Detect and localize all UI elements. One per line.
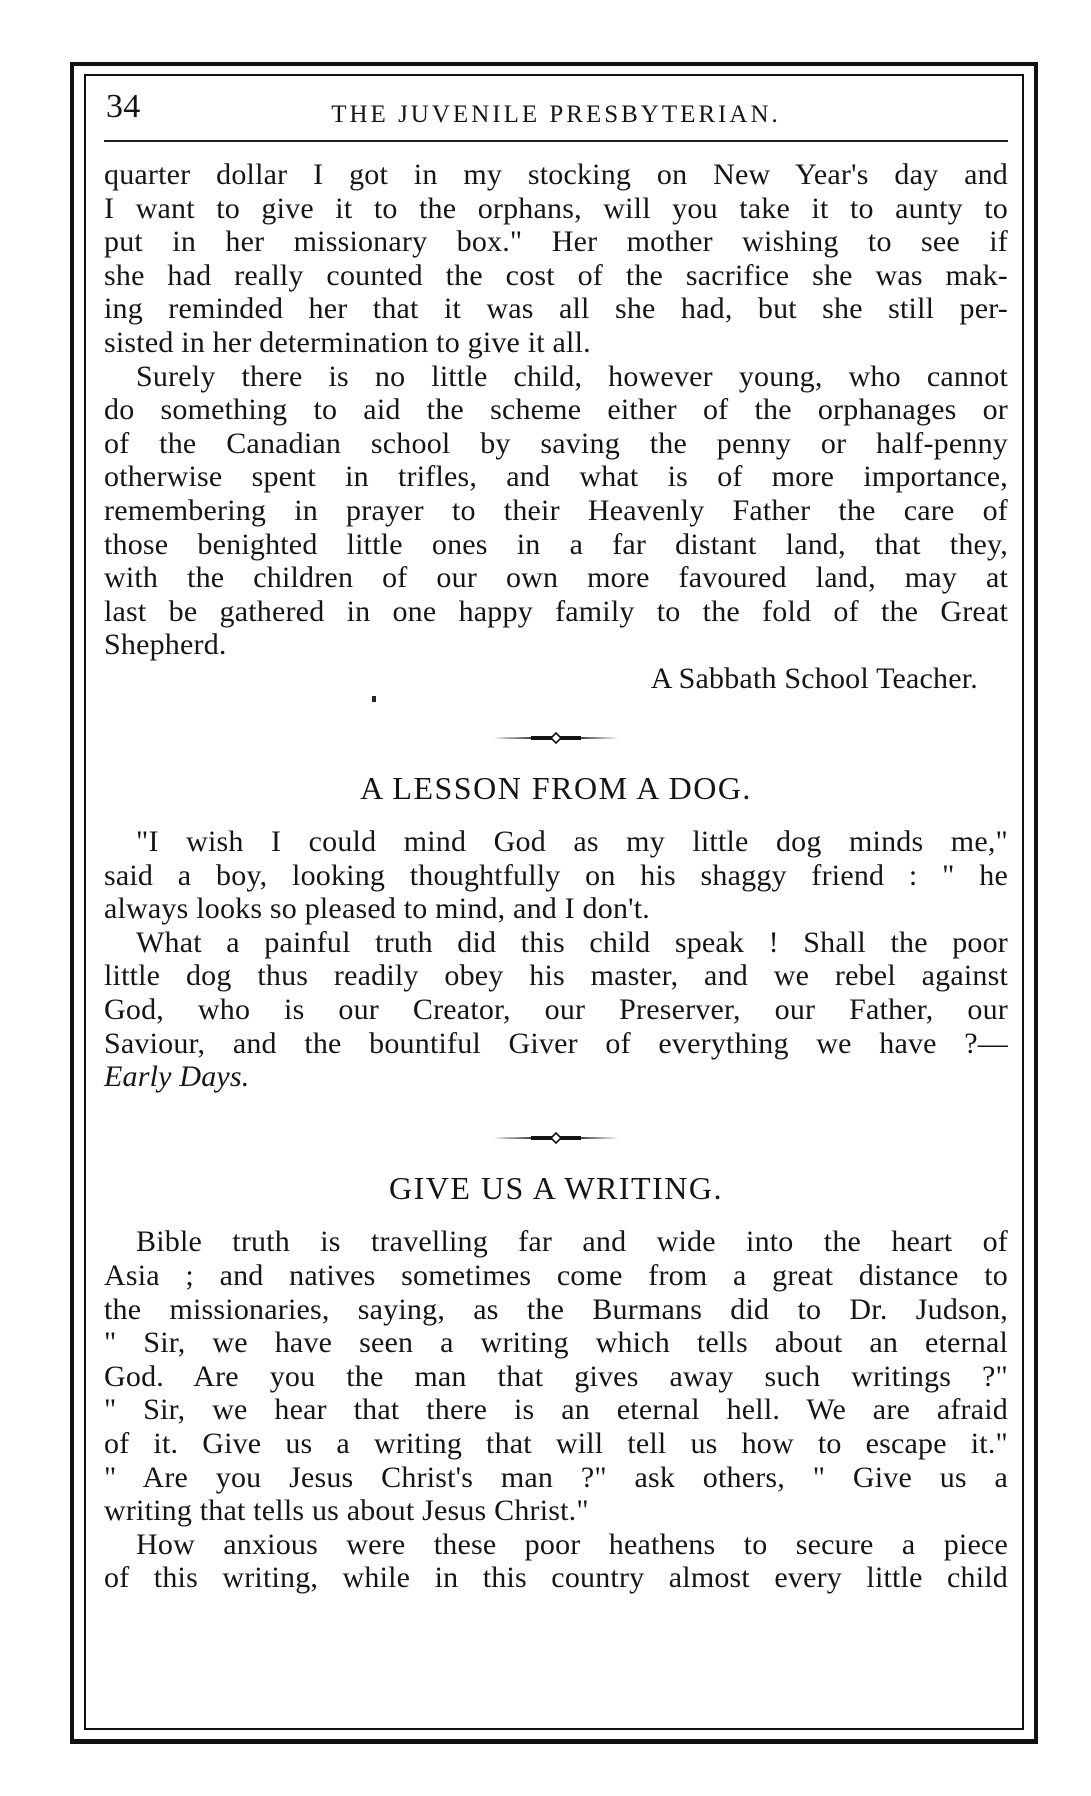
paragraph: [104, 926, 1008, 1094]
section-divider: [104, 724, 1008, 752]
page-number: 34: [106, 88, 141, 125]
text-line: sisted in her determination to give it all.: [104, 325, 591, 359]
text-line: said a boy, looking thoughtfully on his shaggy friend : " he: [104, 858, 1008, 892]
text-line: " Are you Jesus Christ's man ?" ask others, " Give us a: [104, 1460, 1008, 1494]
text-line: " Sir, we hear that there is an eternal hell. We are afraid: [104, 1393, 1008, 1427]
text-line: otherwise spent in trifles, and what is of more importance,: [104, 460, 1008, 494]
paragraph: [104, 1528, 1008, 1595]
text-line: I want to give it to the orphans, will you take it to aunty to: [104, 191, 1008, 225]
running-title: THE JUVENILE PRESBYTERIAN.: [331, 101, 781, 128]
text-line: God, who is our Creator, our Preserver, our Father, our: [104, 993, 1008, 1027]
page-content: [104, 86, 1008, 1595]
text-line: of this writing, while in this country almost every little child: [104, 1561, 1008, 1595]
text-line: Saviour, and the bountiful Giver of everything we have ?—: [104, 1026, 1008, 1060]
text-line: little dog thus readily obey his master, and we rebel against: [104, 959, 1008, 993]
paragraph: [104, 360, 1008, 662]
text-line: put in her missionary box." Her mother wishing to see if: [104, 225, 1008, 259]
paragraph: [104, 1225, 1008, 1527]
paragraph: [104, 825, 1008, 926]
text-line: she had really counted the cost of the sacrifice she was mak-: [104, 258, 1008, 292]
text-line: the missionaries, saying, as the Burmans did to Dr. Judson,: [104, 1292, 1008, 1326]
text-line: God. Are you the man that gives away such writings ?": [104, 1359, 1008, 1393]
text-line: writing that tells us about Jesus Christ.": [104, 1494, 589, 1528]
text-line: Surely there is no little child, however young, who cannot: [136, 359, 1008, 393]
text-line: Asia ; and natives sometimes come from a great distance to: [104, 1259, 1008, 1293]
text-line: ing reminded her that it was all she had, but she still per-: [104, 292, 1008, 326]
text-line: with the children of our own more favoured land, may at: [104, 561, 1008, 595]
text-line: those benighted little ones in a far distant land, that they,: [104, 527, 1008, 561]
text-line: quarter dollar I got in my stocking on New Year's day and: [104, 158, 1008, 191]
article-heading: A LESSON FROM A DOG.: [360, 769, 752, 806]
paragraph: [104, 158, 1008, 360]
text-line: do something to aid the scheme either of the orphanages or: [104, 393, 1008, 427]
text-line: remembering in prayer to their Heavenly Father the care of: [104, 493, 1008, 527]
text-line: last be gathered in one happy family to the fold of the Great: [104, 594, 1008, 628]
ornament-rule-icon: [491, 1131, 621, 1145]
article-lesson-from-a-dog: [104, 825, 1008, 1094]
ink-speck: [104, 696, 1008, 714]
text-line: What a painful truth did this child speak ! Shall the poor: [136, 925, 1008, 959]
text-line: of the Canadian school by saving the penny or half-penny: [104, 426, 1008, 460]
source-attribution: Early Days.: [104, 1060, 250, 1094]
text-line: Shepherd.: [104, 628, 227, 662]
article-continuation: [104, 158, 1008, 696]
text-line: of it. Give us a writing that will tell us how to escape it.": [104, 1427, 1008, 1460]
text-line: "I wish I could mind God as my little dog minds me,": [136, 825, 1008, 859]
article-heading: GIVE US A WRITING.: [389, 1169, 723, 1206]
page-header: [104, 86, 1008, 142]
text-line: How anxious were these poor heathens to secure a piece: [136, 1527, 1008, 1561]
ornament-rule-icon: [491, 731, 621, 745]
article-give-us-a-writing: [104, 1225, 1008, 1595]
section-divider: [104, 1124, 1008, 1152]
text-line: " Sir, we have seen a writing which tells about an eternal: [104, 1326, 1008, 1360]
text-line: always looks so pleased to mind, and I don't.: [104, 892, 650, 926]
text-line: Bible truth is travelling far and wide into the heart of: [136, 1225, 1008, 1259]
author-signature: A Sabbath School Teacher.: [650, 661, 978, 695]
